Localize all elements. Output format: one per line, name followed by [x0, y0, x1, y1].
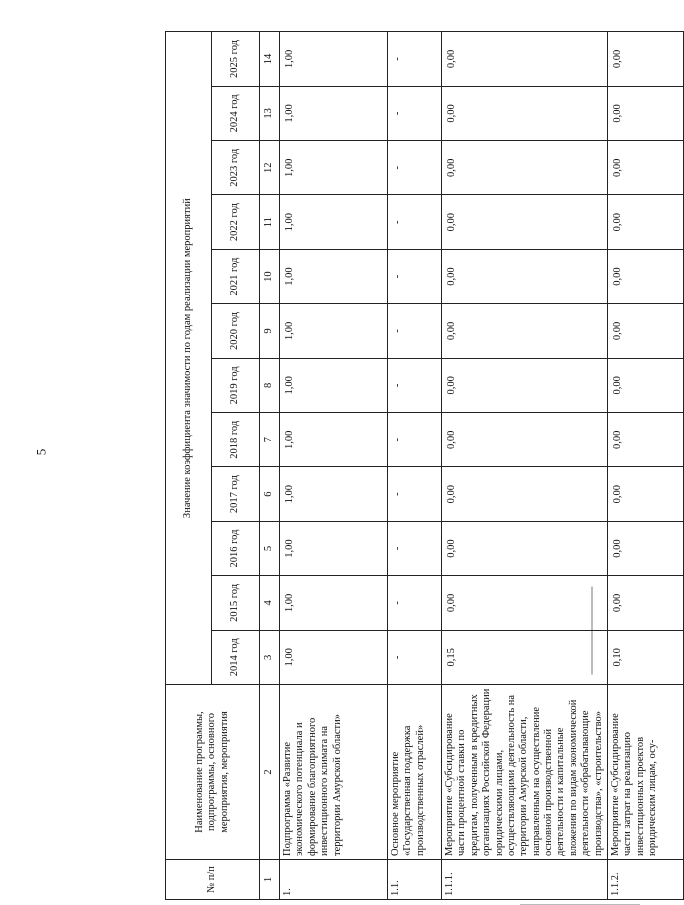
table-row [280, 32, 388, 900]
row-value: 0,00 [442, 195, 608, 249]
row-value: 1,00 [280, 630, 388, 684]
row-value: 0,00 [607, 249, 683, 303]
table-row [607, 32, 683, 900]
row-number: 1.1. [388, 860, 442, 900]
index-cell: 11 [260, 195, 280, 249]
row-value: - [388, 358, 442, 412]
row-value: 1,00 [280, 141, 388, 195]
row-value: - [388, 32, 442, 86]
row-value: 1,00 [280, 86, 388, 140]
row-value: 0,00 [442, 304, 608, 358]
row-name: Мероприятие «Субсидирование части затрат на реализацию инвестиционных проектов юридическим лицам, осу- [607, 685, 683, 860]
row-number: 1. [280, 860, 388, 900]
header-year: 2019 год [212, 358, 260, 412]
row-name: Мероприятие «Субсидирование части процентной ставки по кредитам, полученным в кредитных организациях Российской Федерации юридическими лицами, осуществляющими деятельность на территории Амурской области, направленным на осуществление основной производственной деятельности и капитальные вложения по видам экономической деятельности «обрабатывающие производства», «строительство» [442, 685, 608, 860]
row-value: - [388, 249, 442, 303]
index-cell: 7 [260, 413, 280, 467]
row-value: 0,00 [607, 521, 683, 575]
table-row [442, 32, 608, 900]
header-year: 2024 год [212, 86, 260, 140]
row-value: 1,00 [280, 195, 388, 249]
row-value: 1,00 [280, 249, 388, 303]
header-col-values: Значение коэффициента значимости по годам реализации мероприятий [166, 32, 212, 685]
row-value: 0,00 [442, 467, 608, 521]
row-value: 0,00 [442, 249, 608, 303]
row-value: 0,00 [442, 413, 608, 467]
header-year: 2022 год [212, 195, 260, 249]
row-value: 0,00 [607, 195, 683, 249]
row-value: 0,00 [442, 86, 608, 140]
header-year: 2023 год [212, 141, 260, 195]
row-value: 1,00 [280, 467, 388, 521]
row-value: 0,00 [442, 141, 608, 195]
index-cell: 12 [260, 141, 280, 195]
row-value: 0,00 [607, 86, 683, 140]
row-value: - [388, 195, 442, 249]
row-value: 0,00 [607, 32, 683, 86]
header-year: 2025 год [212, 32, 260, 86]
row-value: - [388, 141, 442, 195]
row-value: - [388, 86, 442, 140]
row-value: - [388, 467, 442, 521]
row-number: 1.1.2. [607, 860, 683, 900]
row-value: 0,15 [442, 630, 608, 684]
row-value: - [388, 576, 442, 630]
header-col-name: Наименование программы, подпрограммы, основного мероприятия, мероприятия [166, 685, 260, 860]
index-cell: 14 [260, 32, 280, 86]
row-value: 0,00 [607, 576, 683, 630]
row-value: 0,00 [442, 358, 608, 412]
header-year: 2015 год [212, 576, 260, 630]
row-value: - [388, 413, 442, 467]
row-value: 0,00 [607, 304, 683, 358]
row-value: 0,00 [442, 521, 608, 575]
significance-coefficient-table [165, 31, 684, 900]
row-value: 0,00 [607, 141, 683, 195]
row-value: 1,00 [280, 413, 388, 467]
row-value: - [388, 521, 442, 575]
index-cell: 9 [260, 304, 280, 358]
header-year: 2016 год [212, 521, 260, 575]
page-number: 5 [33, 448, 49, 456]
header-year: 2020 год [212, 304, 260, 358]
row-value: 1,00 [280, 304, 388, 358]
index-cell: 6 [260, 467, 280, 521]
index-cell: 10 [260, 249, 280, 303]
index-cell: 8 [260, 358, 280, 412]
header-year: 2014 год [212, 630, 260, 684]
header-year: 2021 год [212, 249, 260, 303]
row-value: 1,00 [280, 576, 388, 630]
row-name: Основное мероприятие «Государственная поддержка производственных отраслей» [388, 685, 442, 860]
index-cell: 5 [260, 521, 280, 575]
row-value: 0,10 [607, 630, 683, 684]
header-year: 2018 год [212, 413, 260, 467]
row-number: 1.1.1. [442, 860, 608, 900]
row-value: 1,00 [280, 521, 388, 575]
header-col-number: № п/п [166, 860, 260, 900]
index-cell: 2 [260, 685, 280, 860]
row-value: - [388, 630, 442, 684]
index-cell: 13 [260, 86, 280, 140]
row-value: 0,00 [607, 358, 683, 412]
row-value: 0,00 [442, 576, 608, 630]
index-cell: 4 [260, 576, 280, 630]
row-value: 0,00 [607, 467, 683, 521]
index-row [260, 32, 280, 900]
row-value: 0,00 [442, 32, 608, 86]
index-cell: 3 [260, 630, 280, 684]
row-value: 1,00 [280, 358, 388, 412]
row-value: 0,00 [607, 413, 683, 467]
row-value: - [388, 304, 442, 358]
rotated-table-container [165, 32, 658, 900]
table-row [388, 32, 442, 900]
index-cell: 1 [260, 860, 280, 900]
row-value: 1,00 [280, 32, 388, 86]
row-name: Подпрограмма «Развитие экономического потенциала и формирование благоприятного инвестиционного климата на территории Амурской области» [280, 685, 388, 860]
header-year: 2017 год [212, 467, 260, 521]
